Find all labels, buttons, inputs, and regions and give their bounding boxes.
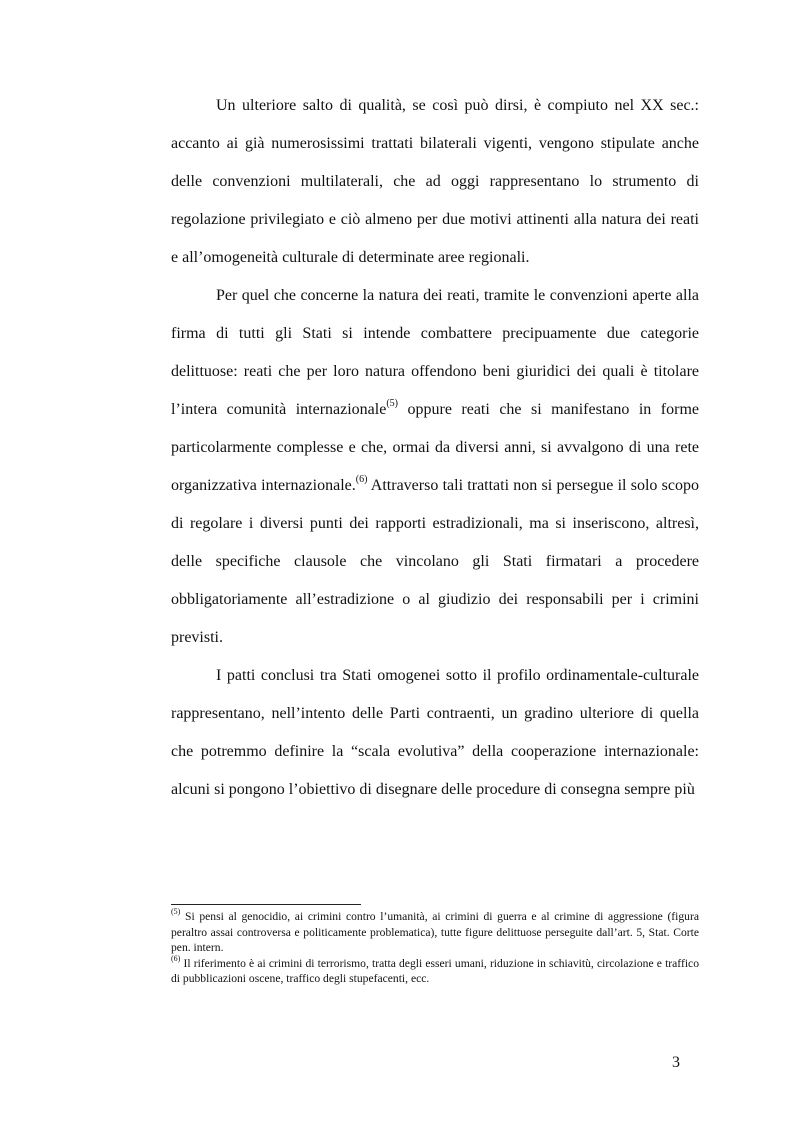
footnote-ref-5[interactable]: (5) <box>386 397 398 409</box>
footnote-5 <box>171 909 699 956</box>
footnote-marker: (5) <box>171 907 181 917</box>
footnote-text: Si pensi al genocidio, ai crimini contro l’umanità, ai crimini di guerra e al crimine di aggressione (figura peraltro assai controversa e politicamente problematica), tutte figure delittuose perseguite dall’art. 5, Stat. Corte pen. intern. <box>171 910 699 954</box>
footnotes <box>171 909 699 987</box>
paragraph-text: Per quel che concerne la natura dei reati, tramite le convenzioni aperte alla firma di tutti gli Stati si intende combattere precipuamente due categorie delittuose: reati che per loro natura offendono beni giuridici dei quali è titolare l’intera comunità internazionale <box>171 287 699 418</box>
page-number: 3 <box>672 1054 680 1071</box>
paragraph-1 <box>171 87 699 277</box>
footnote-separator <box>171 904 361 905</box>
footnote-marker: (6) <box>171 953 181 963</box>
body-text <box>171 87 699 809</box>
paragraph-text: Attraverso tali trattati non si persegue il solo scopo di regolare i diversi punti dei rapporti estradizionali, ma si inseriscono, altresì, delle specifiche clausole che vincolano gli Stati firmatari a procedere obbligatoriamente all’estradizione o al giudizio dei responsabili per i crimini previsti. <box>171 477 700 646</box>
footnote-ref-6[interactable]: (6) <box>355 473 368 485</box>
footnote-6 <box>171 953 699 987</box>
paragraph-text: Un ulteriore salto di qualità, se così può dirsi, è compiuto nel XX sec.: accanto ai già numerosissimi trattati bilaterali vigenti, vengono stipulate anche delle convenzioni multilaterali, che ad oggi rappresentano lo strumento di regolazione privilegiato e ciò almeno per due motivi attinenti alla natura dei reati e all’omogeneità culturale di determinate aree regionali. <box>171 97 699 266</box>
paragraph-2 <box>171 277 699 657</box>
footnote-text: Il riferimento è ai crimini di terrorismo, tratta degli esseri umani, riduzione in schiavitù, circolazione e traffico di pubblicazioni oscene, traffico degli stupefacenti, ecc. <box>171 956 699 985</box>
paragraph-text: oppure reati che si manifestano in forme particolarmente complesse e che, ormai da diversi anni, si avvalgono di una rete organizzativa internazionale. <box>171 401 699 494</box>
paragraph-text: I patti conclusi tra Stati omogenei sotto il profilo ordinamentale-culturale rappresentano, nell’intento delle Parti contraenti, un gradino ulteriore di quella che potremmo definire la “scala evolutiva” della cooperazione internazionale: alcuni si pongono l’obiettivo di disegnare delle procedure di consegna sempre più <box>171 667 699 798</box>
paragraph-3 <box>171 657 699 809</box>
